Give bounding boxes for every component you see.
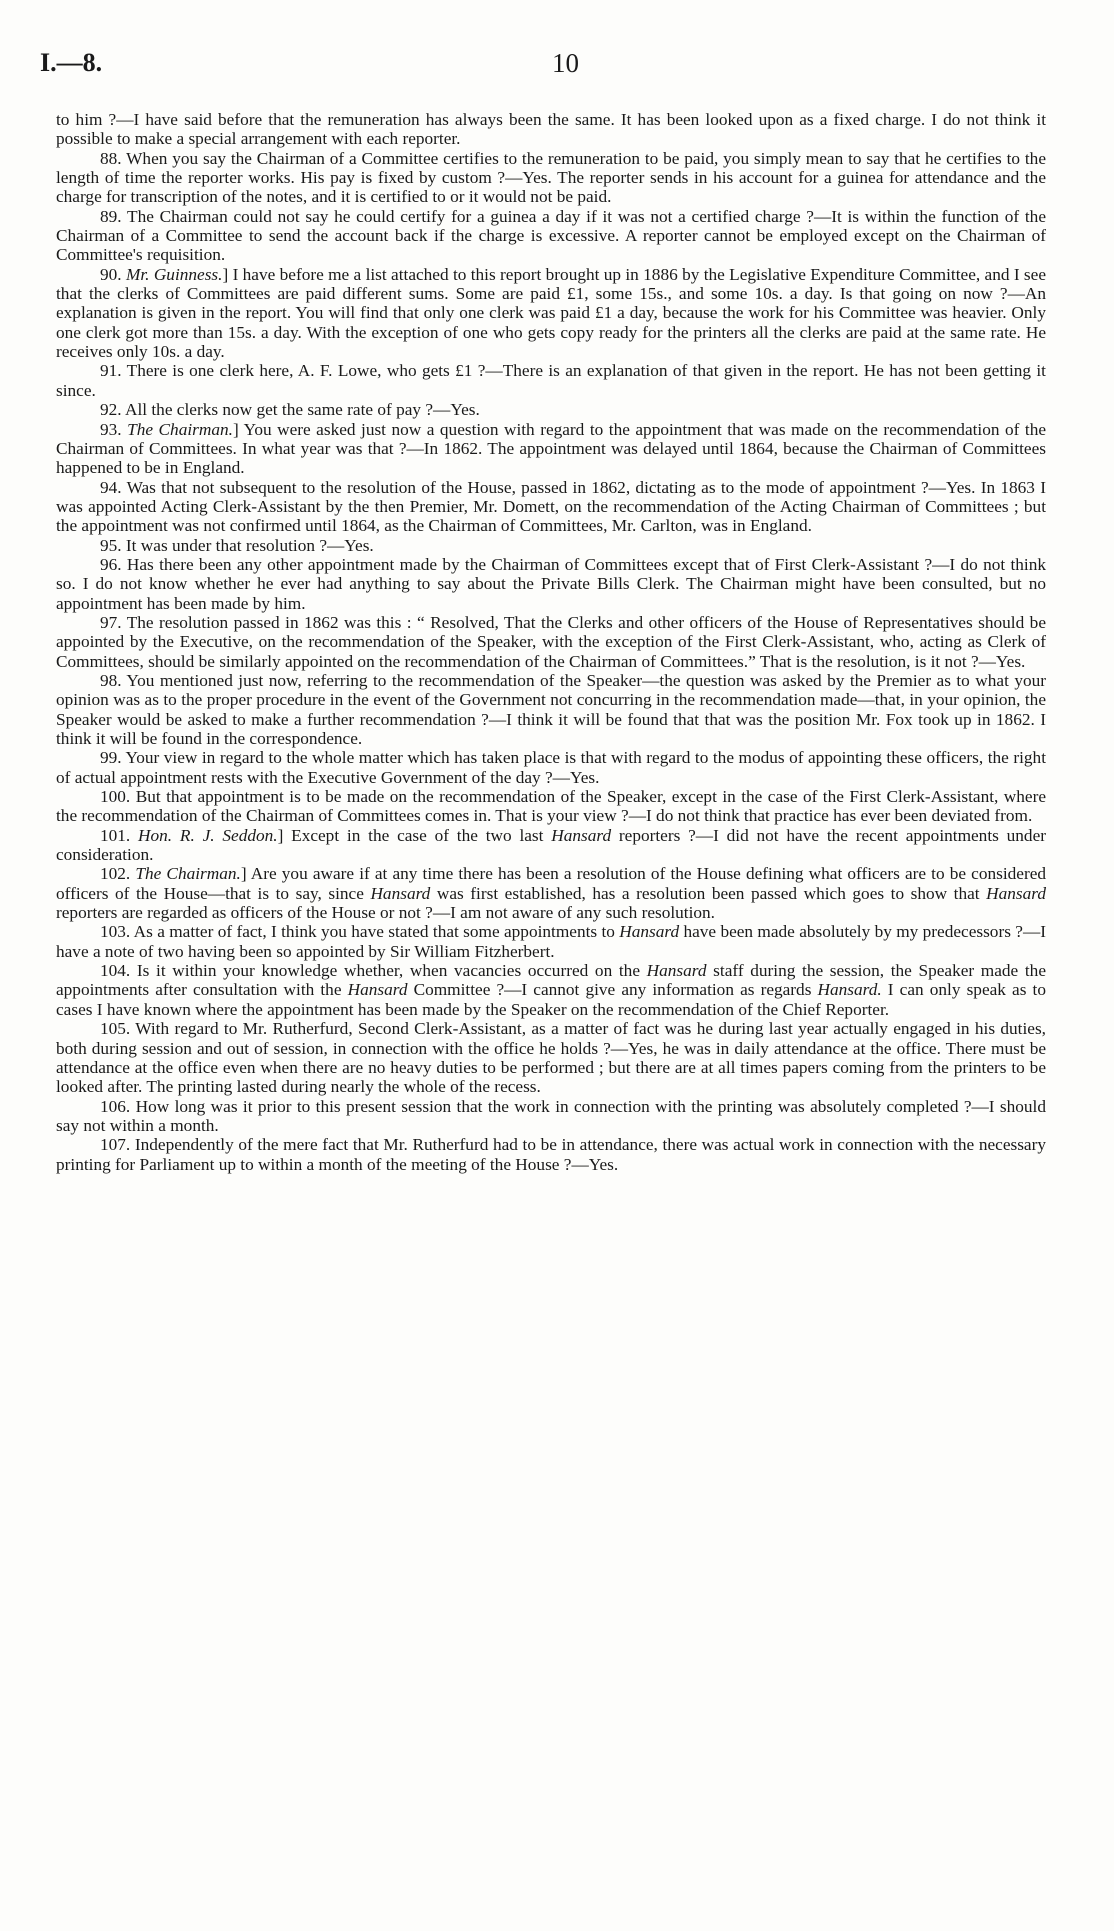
page-number: 10 bbox=[552, 48, 579, 78]
paragraph-99: 99. Your view in regard to the whole matter which has taken place is that with regard to the modus of appointing these officers, the right of actual appointment rests with the Executive Government of the day ?—Yes. bbox=[56, 748, 1046, 787]
paragraph-107: 107. Independently of the mere fact that Mr. Rutherfurd had to be in attendance, there was actual work in connection with the necessary printing for Parliament up to within a month of the meeting of the House ?—Yes. bbox=[56, 1135, 1046, 1174]
paragraph-continuation: to him ?—I have said before that the remuneration has always been the same. It has been looked upon as a fixed charge. I do not think it possible to make a special arrangement with each reporter. bbox=[56, 110, 1046, 149]
paragraph-100: 100. But that appointment is to be made on the recommendation of the Speaker, except in the case of the First Clerk-Assistant, where the recommendation of the Chairman of Committees comes in. That is your view ?—I do not think that practice has ever been deviated from. bbox=[56, 787, 1046, 826]
paragraph-96: 96. Has there been any other appointment made by the Chairman of Committees except that of First Clerk-Assistant ?—I do not think so. I do not know whether he ever had anything to say about the Private Bills Clerk. The Chairman might have been consulted, but no appointment has been made by him. bbox=[56, 554, 1046, 613]
paragraph-103: 103. As a matter of fact, I think you have stated that some appointments to Hansard have been made absolutely by my predecessors ?—I have a note of two having been so appointed by Sir William Fitzherbert. bbox=[56, 922, 1046, 961]
paragraph-101: 101. Hon. R. J. Seddon.] Except in the case of the two last Hansard reporters ?—I did not have the recent appointments under consideration. bbox=[56, 825, 1046, 865]
paragraph-93: 93. The Chairman.] You were asked just now a question with regard to the appointment that was made on the recommendation of the Chairman of Committees. In what year was that ?—In 1862. The appointment was delayed until 1864, because the Chairman of Committees happened to be in England. bbox=[56, 419, 1047, 478]
paragraph-92: 92. All the clerks now get the same rate of pay ?—Yes. bbox=[100, 400, 480, 420]
paragraph-105: 105. With regard to Mr. Rutherfurd, Second Clerk-Assistant, as a matter of fact was he during last year actually engaged in his duties, both during session and out of session, in connection with the office he holds ?—Yes, he was in daily attendance at the office. There must be attendance at the office even when there are no heavy duties to be performed ; but there are at all times papers coming from the printers to be looked after. The printing lasted during nearly the whole of the recess. bbox=[56, 1019, 1046, 1097]
paragraph-106: 106. How long was it prior to this present session that the work in connection with the printing was absolutely completed ?—I should say not within a month. bbox=[56, 1096, 1046, 1135]
paragraph-90: 90. Mr. Guinness.] I have before me a list attached to this report brought up in 1886 by the Legislative Expenditure Committee, and I see that the clerks of Committees are paid different sums. Some are paid £1, some 15s., and some 10s. a day. Is that going on now ?—An explanation is given in the report. You will find that only one clerk was paid £1 a day, because the work for his Committee was heavier. Only one clerk got more than 15s. a day. With the exception of one who gets copy ready for the printers all the clerks are paid at the same rate. He receives only 10s. a day. bbox=[56, 264, 1046, 362]
paragraph-104: 104. Is it within your knowledge whether, when vacancies occurred on the Hansard staff during the session, the Speaker made the appointments after consultation with the Hansard Committee ?—I cannot give any information as regards Hansard. I can only speak as to cases I have known where the appointment has been made by the Speaker on the recommendation of the Chief Reporter. bbox=[56, 961, 1046, 1019]
page-body bbox=[56, 110, 1046, 1174]
paragraph-94: 94. Was that not subsequent to the resolution of the House, passed in 1862, dictating as to the mode of appointment ?—Yes. In 1863 I was appointed Acting Clerk-Assistant by the then Premier, Mr. Domett, on the recommendation of the Acting Chairman of Committees ; but the appointment was not confirmed until 1864, as the Chairman of Committees, Mr. Carlton, was in England. bbox=[56, 477, 1046, 536]
document-reference: I.—8. bbox=[40, 48, 103, 77]
paragraph-95: 95. It was under that resolution ?—Yes. bbox=[100, 535, 374, 555]
paragraph-97: 97. The resolution passed in 1862 was this : “ Resolved, That the Clerks and other officers of the House of Representatives should be appointed by the Executive, on the recommendation of the Speaker, with the exception of the First Clerk-Assistant, who, acting as Clerk of Committees, should be similarly appointed on the recommendation of the Chairman of Committees.” That is the resolution, is it not ?—Yes. bbox=[56, 612, 1046, 671]
paragraph-89: 89. The Chairman could not say he could certify for a guinea a day if it was not a certified charge ?—It is within the function of the Chairman of a Committee to send the account back if the charge is excessive. A reporter cannot be employed except on the Chairman of Committee's requisition. bbox=[56, 206, 1046, 265]
paragraph-91: 91. There is one clerk here, A. F. Lowe, who gets £1 ?—There is an explanation of that given in the report. He has not been getting it since. bbox=[56, 361, 1046, 400]
paragraph-102: 102. The Chairman.] Are you aware if at any time there has been a resolution of the House defining what officers are to be considered officers of the House—that is to say, since Hansard was first established, has a resolution been passed which goes to show that Hansard reporters are regarded as officers of the House or not ?—I am not aware of any such resolution. bbox=[56, 864, 1047, 923]
page-header bbox=[40, 48, 1040, 82]
paragraph-98: 98. You mentioned just now, referring to the recommendation of the Speaker—the question was asked by the Premier as to what your opinion was as to the proper procedure in the event of the Government not concurring in the recommendation made—that, in your opinion, the Speaker would be asked to make a further recommendation ?—I think it will be found that that was the position Mr. Fox took up in 1862. I think it will be found in the correspondence. bbox=[56, 670, 1046, 748]
paragraph-88: 88. When you say the Chairman of a Committee certifies to the remuneration to be paid, you simply mean to say that he certifies to the length of time the reporter works. His pay is fixed by custom ?—Yes. The reporter sends in his account for a guinea for attendance and the charge for transcription of the notes, and it is certified to or it would not be paid. bbox=[56, 148, 1046, 207]
